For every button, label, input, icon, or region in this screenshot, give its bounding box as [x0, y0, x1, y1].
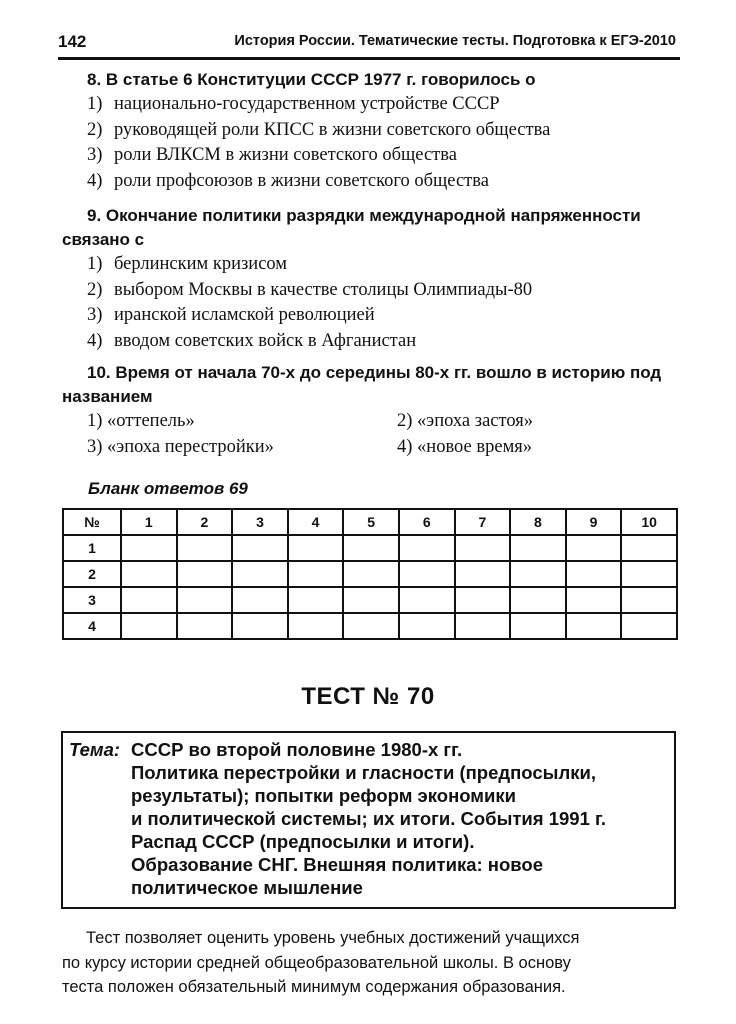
topic-line: Распад СССР (предпосылки и итоги). — [131, 831, 475, 852]
topic-line: СССР во второй половине 1980-х гг. — [131, 739, 463, 760]
answer-cell[interactable] — [510, 561, 566, 587]
page-number: 142 — [58, 32, 87, 51]
answer-sheet-title: Бланк ответов 69 — [88, 479, 248, 498]
answer-option — [397, 409, 697, 435]
topic-line: Образование СНГ. Внешняя политика: новое — [131, 854, 543, 875]
option-number: 2) — [87, 119, 103, 140]
answer-cell[interactable] — [288, 561, 344, 587]
answer-cell[interactable] — [121, 587, 177, 613]
answer-cell[interactable] — [455, 561, 511, 587]
answer-option — [62, 169, 682, 195]
answer-option — [87, 409, 397, 435]
topic-line: политическое мышление — [131, 877, 363, 898]
row-header: 3 — [63, 587, 121, 613]
corner-cell: № — [63, 509, 121, 535]
answer-cell[interactable] — [621, 535, 677, 561]
option-number: 1) — [87, 94, 103, 114]
option-text: «новое время» — [417, 436, 533, 457]
answer-cell[interactable] — [343, 587, 399, 613]
answer-cell[interactable] — [399, 535, 455, 561]
answer-option — [62, 303, 682, 329]
option-number: 1) — [87, 411, 103, 431]
column-header: 9 — [566, 509, 622, 535]
table-header-row — [63, 509, 677, 535]
answer-sheet-table — [62, 508, 678, 640]
option-text: иранской исламской революцией — [114, 305, 375, 325]
question-heading: 9. Окончание политики разрядки международной напряженности связано с — [62, 206, 641, 249]
answer-cell[interactable] — [121, 561, 177, 587]
intro-paragraph — [62, 926, 680, 1000]
option-number: 4) — [87, 170, 103, 191]
answer-cell[interactable] — [121, 535, 177, 561]
option-number: 4) — [87, 330, 103, 351]
option-number: 3) — [87, 305, 103, 325]
answer-cell[interactable] — [177, 613, 233, 639]
column-header: 6 — [399, 509, 455, 535]
running-header — [58, 30, 678, 56]
question-heading: 8. В статье 6 Конституции СССР 1977 г. говорилось о — [87, 70, 536, 89]
answer-cell[interactable] — [232, 561, 288, 587]
answer-cell[interactable] — [399, 613, 455, 639]
header-title: История России. Тематические тесты. Подготовка к ЕГЭ-2010 — [234, 33, 676, 49]
answer-cell[interactable] — [566, 587, 622, 613]
option-number: 3) — [87, 436, 103, 457]
answer-cell[interactable] — [621, 561, 677, 587]
answer-cell[interactable] — [455, 587, 511, 613]
answer-cell[interactable] — [121, 613, 177, 639]
topic-label: Тема: — [69, 739, 121, 760]
option-text: национально-государственном устройстве СССР — [114, 94, 500, 114]
answer-options-grid — [62, 409, 682, 460]
answer-cell[interactable] — [343, 613, 399, 639]
column-header: 1 — [121, 509, 177, 535]
option-number: 1) — [87, 254, 103, 274]
intro-line: Тест позволяет оценить уровень учебных достижений учащихся — [86, 929, 580, 947]
answer-option — [62, 278, 682, 304]
answer-cell[interactable] — [566, 561, 622, 587]
answer-option — [62, 329, 682, 355]
table-row — [63, 587, 677, 613]
option-text: вводом советских войск в Афганистан — [114, 330, 417, 351]
answer-option — [87, 435, 397, 461]
table-row — [63, 535, 677, 561]
topic-line: и политической системы; их итоги. События 1991 г. — [131, 808, 607, 829]
header-rule — [58, 57, 680, 60]
test-title: ТЕСТ № 70 — [301, 683, 435, 710]
answer-cell[interactable] — [621, 613, 677, 639]
table-row — [63, 613, 677, 639]
option-number: 3) — [87, 145, 103, 165]
answer-cell[interactable] — [288, 535, 344, 561]
answer-cell[interactable] — [288, 613, 344, 639]
option-text: руководящей роли КПСС в жизни советского общества — [114, 119, 551, 140]
column-header: 4 — [288, 509, 344, 535]
answer-cell[interactable] — [288, 587, 344, 613]
table-row — [63, 561, 677, 587]
option-text: «эпоха перестройки» — [107, 436, 274, 457]
option-text: роли профсоюзов в жизни советского общества — [114, 170, 489, 191]
answer-option — [397, 435, 697, 461]
row-header: 2 — [63, 561, 121, 587]
column-header: 10 — [621, 509, 677, 535]
answer-cell[interactable] — [232, 535, 288, 561]
answer-cell[interactable] — [566, 613, 622, 639]
intro-line: теста положен обязательный минимум содержания образования. — [62, 978, 566, 996]
option-text: «эпоха застоя» — [417, 411, 533, 431]
option-number: 2) — [397, 411, 413, 431]
row-header: 4 — [63, 613, 121, 639]
answer-cell[interactable] — [510, 535, 566, 561]
option-number: 4) — [397, 436, 413, 457]
answer-cell[interactable] — [566, 535, 622, 561]
option-text: берлинским кризисом — [114, 254, 288, 274]
question-8 — [62, 68, 682, 194]
answer-cell[interactable] — [177, 587, 233, 613]
answer-cell[interactable] — [399, 587, 455, 613]
answer-cell[interactable] — [343, 535, 399, 561]
row-header: 1 — [63, 535, 121, 561]
column-header: 5 — [343, 509, 399, 535]
column-header: 3 — [232, 509, 288, 535]
question-heading: 10. Время от начала 70-х до середины 80-х гг. вошло в историю под названием — [62, 363, 662, 406]
option-number: 2) — [87, 279, 103, 300]
answer-option — [62, 92, 682, 118]
question-10 — [62, 361, 682, 460]
answer-cell[interactable] — [510, 613, 566, 639]
column-header: 2 — [177, 509, 233, 535]
answer-cell[interactable] — [399, 561, 455, 587]
column-header: 8 — [510, 509, 566, 535]
topic-box — [61, 731, 676, 909]
topic-line: Политика перестройки и гласности (предпосылки, — [131, 762, 596, 783]
answer-option — [62, 252, 682, 278]
topic-line: результаты); попытки реформ экономики — [131, 785, 516, 806]
column-header: 7 — [455, 509, 511, 535]
answer-cell[interactable] — [510, 587, 566, 613]
option-text: роли ВЛКСМ в жизни советского общества — [114, 145, 457, 165]
question-9 — [62, 204, 682, 354]
answer-cell[interactable] — [455, 613, 511, 639]
answer-cell[interactable] — [232, 587, 288, 613]
answer-cell[interactable] — [455, 535, 511, 561]
option-text: выбором Москвы в качестве столицы Олимпиады-80 — [114, 279, 533, 300]
answer-cell[interactable] — [232, 613, 288, 639]
answer-cell[interactable] — [621, 587, 677, 613]
option-text: «оттепель» — [107, 411, 195, 431]
answer-cell[interactable] — [177, 561, 233, 587]
answer-option — [62, 143, 682, 169]
answer-cell[interactable] — [177, 535, 233, 561]
intro-line: по курсу истории средней общеобразовательной школы. В основу — [62, 953, 571, 972]
answer-option — [62, 118, 682, 144]
answer-cell[interactable] — [343, 561, 399, 587]
